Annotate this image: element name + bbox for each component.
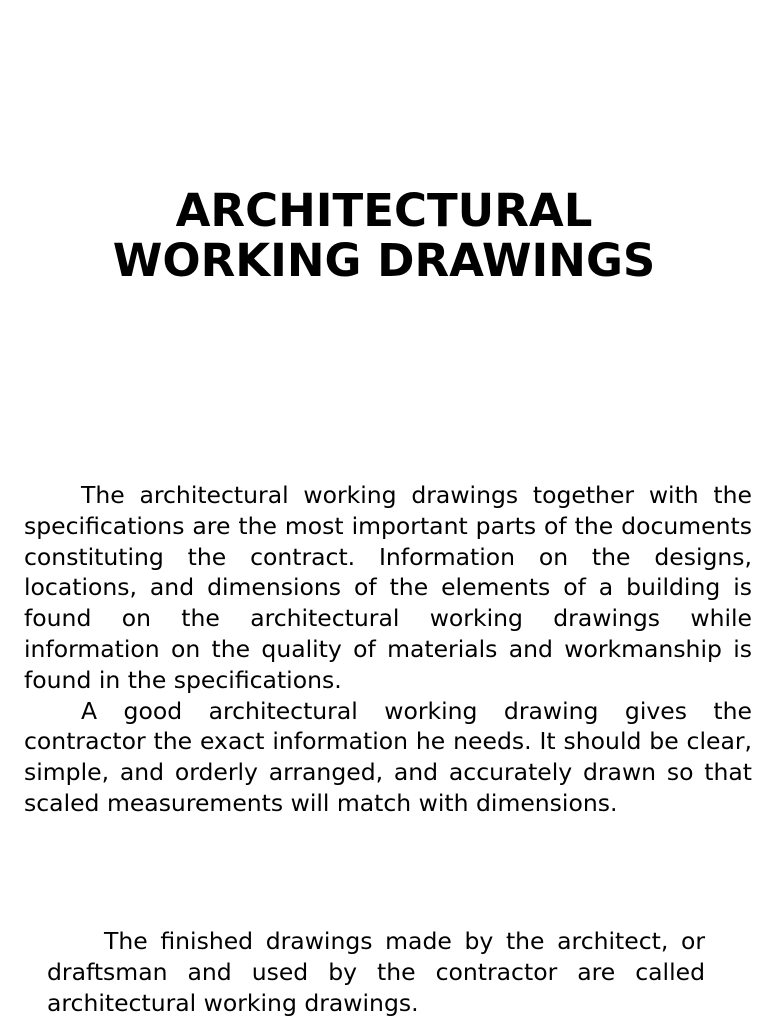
title-line-2: WORKING DRAWINGS bbox=[112, 234, 656, 287]
intro-text-block bbox=[24, 480, 752, 819]
paragraph-good-drawing: A good architectural working drawing gives the contractor the exact information he needs. It should be clear, simple, and orderly arranged, and accurately drawn so that scaled measurements will match with dimensions. bbox=[24, 696, 752, 817]
paragraph-intro: The architectural working drawings together with the specifications are the most important parts of the documents constituting the contract. Information on the designs, locations, and dimensions of the elements of a building is found on the architectural working drawings while information on the quality of materials and workmanship is found in the specifications. bbox=[24, 481, 752, 694]
title-line-1: ARCHITECTURAL bbox=[175, 184, 593, 237]
page-title bbox=[0, 186, 768, 286]
paragraph-definition: The finished drawings made by the architect, or draftsman and used by the contractor are called architectural working drawings. bbox=[47, 927, 705, 1017]
definition-text-block bbox=[47, 926, 705, 1018]
